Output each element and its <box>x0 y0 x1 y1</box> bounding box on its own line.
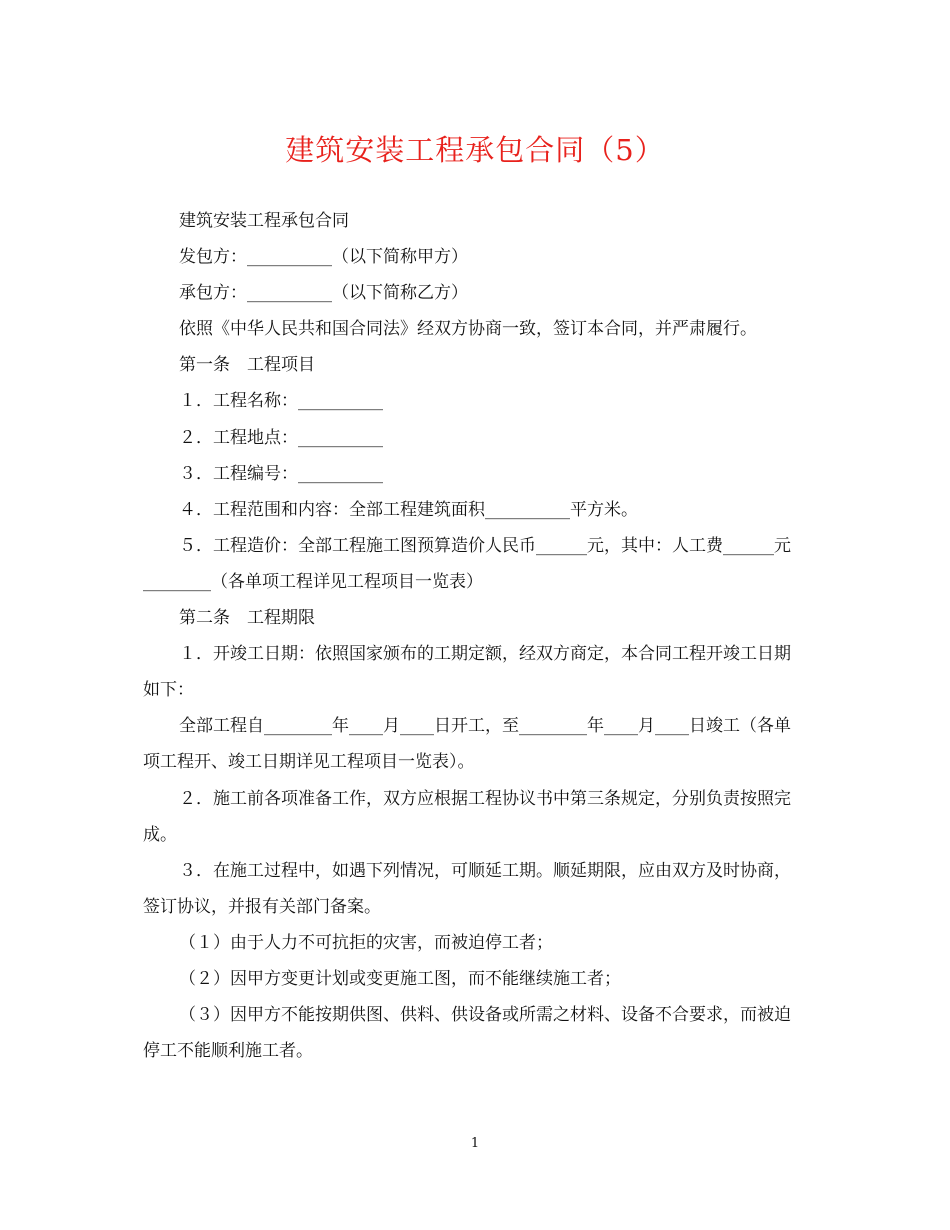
clause-2-2: ２．施工前各项准备工作，双方应根据工程协议书中第三条规定，分别负责按照完成。 <box>143 788 791 845</box>
document-body <box>143 203 798 1069</box>
article-2-heading: 第二条 工程期限 <box>179 608 315 629</box>
clause-2-3-item-2: （２）因甲方变更计划或变更施工图，而不能继续施工者； <box>179 968 621 989</box>
clause-1-1: １．工程名称：__________ <box>179 391 383 412</box>
clause-1-4: ４．工程范围和内容：全部工程建筑面积__________平方米。 <box>179 499 638 520</box>
clause-1-3: ３．工程编号：__________ <box>179 463 383 484</box>
clause-2-1-dates: 全部工程自________年____月____日开工，至________年____月____日竣工（各单项工程开、竣工日期详见工程项目一览表）。 <box>143 716 791 773</box>
paragraph-employer: 发包方：__________（以下简称甲方） <box>179 247 468 268</box>
page-number: 1 <box>470 1136 480 1151</box>
paragraph-contractor: 承包方：__________（以下简称乙方） <box>179 283 468 304</box>
clause-2-3-item-3: （３）因甲方不能按期供图、供料、供设备或所需之材料、设备不合要求，而被迫停工不能顺利施工者。 <box>143 1005 791 1062</box>
clause-2-1: １．开竣工日期：依照国家颁布的工期定额，经双方商定，本合同工程开竣工日期如下： <box>143 644 791 701</box>
paragraph-heading: 建筑安装工程承包合同 <box>179 211 349 231</box>
clause-1-5: ５．工程造价：全部工程施工图预算造价人民币______元，其中：人工费______元________（各单项工程详见工程项目一览表） <box>143 535 791 592</box>
clause-2-3: ３．在施工过程中，如遇下列情况，可顺延工期。顺延期限，应由双方及时协商，签订协议，并报有关部门备案。 <box>143 860 791 917</box>
article-1-heading: 第一条 工程项目 <box>179 355 315 376</box>
document-title: 建筑安装工程承包合同（5） <box>285 133 665 167</box>
clause-1-2: ２．工程地点：__________ <box>179 427 383 448</box>
clause-2-3-item-1: （１）由于人力不可抗拒的灾害，而被迫停工者； <box>179 932 553 953</box>
paragraph-preamble: 依照《中华人民共和国合同法》经双方协商一致，签订本合同，并严肃履行。 <box>179 319 757 340</box>
